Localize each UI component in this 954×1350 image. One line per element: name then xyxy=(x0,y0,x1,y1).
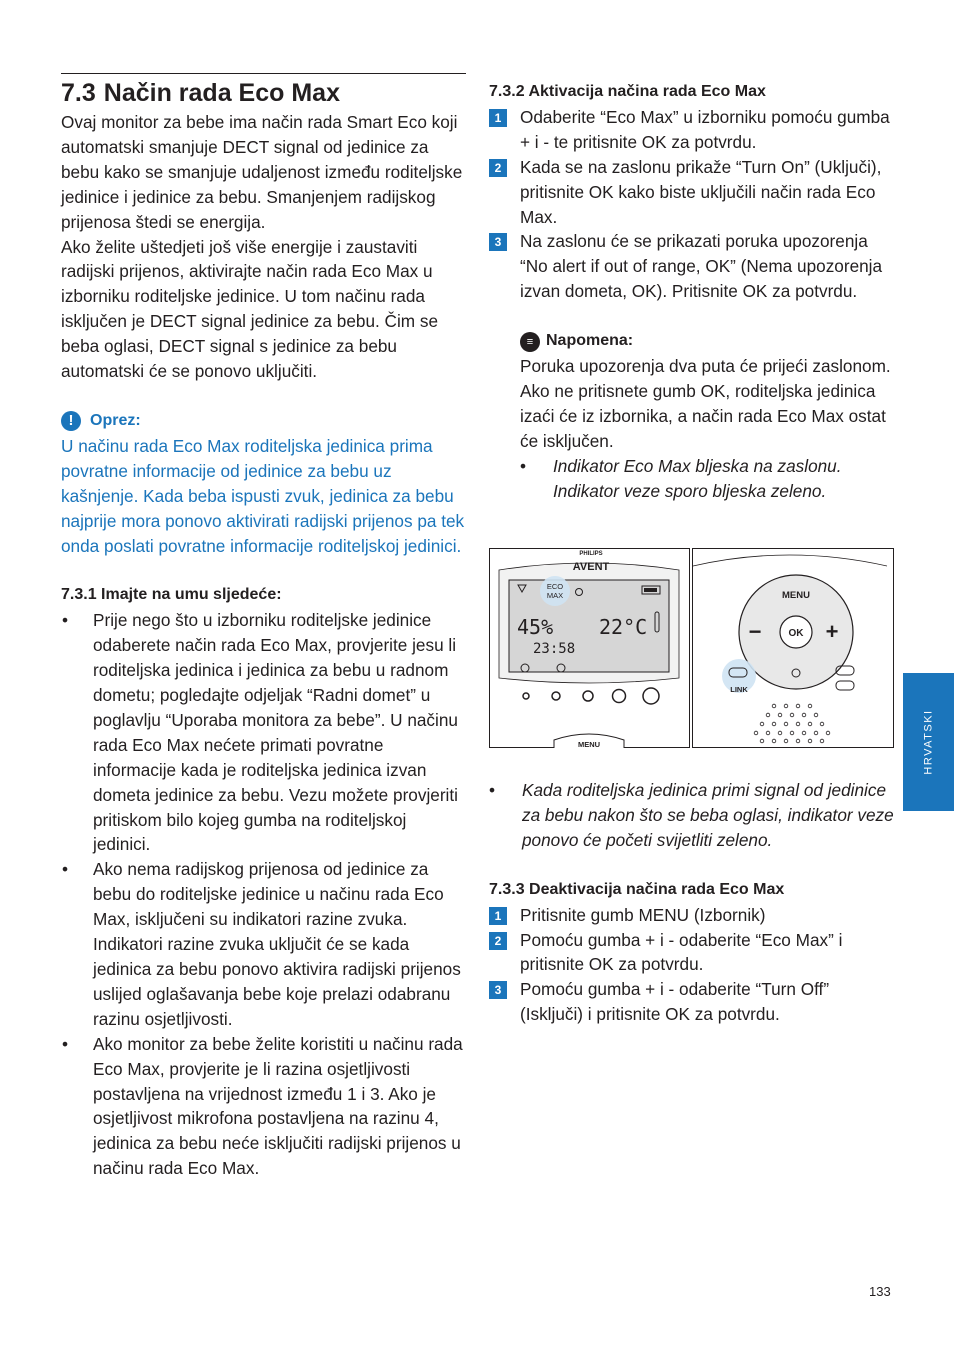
deactivation-steps xyxy=(489,903,895,1028)
intro-paragraph-2: Ako želite uštedjeti još više energije i zaustaviti radijski prijenos, aktivirajte način rada Eco Max u izborniku roditeljske jedinice. U tom načinu rada isključen je DECT signal jedinice za bebu. Čim se beba oglasi, DECT signal s jedinice za bebu automatski će se ponovo uključiti. xyxy=(61,236,439,382)
ok-button: OK xyxy=(788,628,804,639)
step-text: Na zaslonu će se prikazati poruka upozorenja “No alert if out of range, OK” (Nema upozorenja izvan dometa, OK). Pritisnite OK za potvrdu. xyxy=(520,231,883,302)
section-title-text: Način rada Eco Max xyxy=(103,79,340,107)
step-number-badge: 1 xyxy=(489,907,507,925)
menu-button: MENU xyxy=(782,590,810,601)
considerations-list xyxy=(61,608,466,1181)
subsection-title-731: 7.3.1 Imajte na umu sljedeće: xyxy=(61,586,282,604)
section-title xyxy=(61,78,466,108)
step-item xyxy=(489,903,895,928)
caution-heading xyxy=(61,409,466,434)
right-column-lower xyxy=(489,778,895,1027)
list-item: • Prije nego što u izborniku roditeljske jedinice odaberete način rada Eco Max, provjerite jesu li roditeljska jedinica i jedinica za bebu u radnom dometu; pogledajte odjeljak “Radni domet” u poglavlju “Uporaba monitora za bebe”. U načinu rada Eco Max nećete primati povratne informacije kada je roditeljska jedinica izvan dometa jedinice za bebu. Vezu možete provjeriti pritiskom bilo kojeg gumba na roditeljskoj jedinici. xyxy=(61,608,466,857)
step-text: Pomoću gumba + i - odaberite “Turn Off” (Isključi) i pritisnite OK za potvrdu. xyxy=(520,979,830,1025)
step-text: Kada se na zaslonu prikaže “Turn On” (Uključi), pritisnite OK kako biste uključili način rada Eco Max. xyxy=(520,156,882,227)
language-tab xyxy=(903,673,954,811)
device-illustration xyxy=(489,548,894,748)
page-number: 133 xyxy=(869,1284,891,1299)
right-column xyxy=(489,80,895,504)
subsection-title-733: 7.3.3 Deaktivacija načina rada Eco Max xyxy=(489,880,785,898)
intro-paragraph-1: Ovaj monitor za bebe ima način rada Smart Eco koji automatski smanjuje DECT signal od jedinice za bebu kako se smanjuje udaljenost između roditeljske jedinice i jedinice za bebu. Smanjenjem radijskog prijenosa štedi se energija. xyxy=(61,112,463,232)
menu-tab-label: MENU xyxy=(577,740,601,748)
section-number: 7.3 xyxy=(61,79,96,107)
device-illustration-svg xyxy=(489,548,894,748)
step-item xyxy=(489,155,895,230)
lcd-humidity: 45% xyxy=(517,615,554,639)
note-bullets xyxy=(520,454,895,504)
step-number-badge: 2 xyxy=(489,932,507,950)
note-heading xyxy=(520,329,895,354)
note-text: Poruka upozorenja dva puta će prijeći zaslonom. Ako ne pritisnete gumb OK, roditeljska jedinica izaći će iz izbornika, a način rada Eco Max ostat će isključen. xyxy=(520,356,891,451)
step-number-badge: 2 xyxy=(489,159,507,177)
note-label: Napomena: xyxy=(546,332,634,350)
brand-bottom: AVENT xyxy=(572,561,610,573)
after-figure-bullets xyxy=(489,778,895,853)
lcd-temperature: 22°C xyxy=(599,615,648,639)
step-item xyxy=(489,229,895,304)
step-text: Pomoću gumba + i - odaberite “Eco Max” i pritisnite OK za potvrdu. xyxy=(520,929,843,975)
list-item: • Ako monitor za bebe želite koristiti u načinu rada Eco Max, provjerite je li razina osjetljivosti postavljena na vrijednost između 1 i 3. Ako je osjetljivost mikrofona postavljena na razinu 4, jedinica za bebu neće isključiti radijski prijenos u načinu rada Eco Max. xyxy=(61,1032,466,1181)
plus-button: + xyxy=(825,619,839,644)
section-rule xyxy=(61,73,466,74)
caution-label: Oprez: xyxy=(90,411,141,429)
step-number-badge: 3 xyxy=(489,981,507,999)
left-column xyxy=(61,73,466,1181)
lcd-time: 23:58 xyxy=(533,641,576,657)
step-text: Pritisnite gumb MENU (Izbornik) xyxy=(520,904,766,925)
caution-icon: ! xyxy=(61,411,81,431)
activation-steps xyxy=(489,105,895,304)
list-item: • Indikator Eco Max bljeska na zaslonu. Indikator veze sporo bljeska zeleno. xyxy=(520,454,895,504)
battery-level-icon xyxy=(644,588,657,592)
step-number-badge: 3 xyxy=(489,233,507,251)
eco-label-bottom: MAX xyxy=(546,591,564,600)
step-item xyxy=(489,977,895,1027)
list-item: • Kada roditeljska jedinica primi signal od jedinice za bebu nakon što se beba oglasi, indikator veze ponovo će početi svijetliti zeleno. xyxy=(489,778,895,853)
link-label: LINK xyxy=(730,685,748,694)
language-tab-label: HRVATSKI xyxy=(922,709,935,775)
list-item: • Ako nema radijskog prijenosa od jedinice za bebu do roditeljske jedinice u načinu rada Eco Max, isključeni su indikatori razine zvuka. Indikatori razine zvuka uključit će se kada jedinica za bebu ponovo aktivira radijski prijenos uslijed oglašavanja bebe koje prelazi odabranu razinu osjetljivosti. xyxy=(61,857,466,1031)
step-text: Odaberite “Eco Max” u izborniku pomoću gumba + i - te pritisnite OK za potvrdu. xyxy=(520,106,890,152)
step-item xyxy=(489,928,895,978)
step-number-badge: 1 xyxy=(489,109,507,127)
note-icon: ≡ xyxy=(520,332,540,352)
caution-text: U načinu rada Eco Max roditeljska jedinica prima povratne informacije od jedinice za bebu uz kašnjenje. Kada beba ispusti zvuk, jedinica za bebu najprije mora ponovo aktivirati radijski prijenos pa tek onda poslati povratne informacije roditeljskoj jedinici. xyxy=(61,435,465,556)
eco-label-top: ECO xyxy=(546,582,564,591)
note-block xyxy=(489,329,895,503)
minus-button: − xyxy=(748,619,762,644)
subsection-title-732: 7.3.2 Aktivacija načina rada Eco Max xyxy=(489,83,766,100)
step-item xyxy=(489,105,895,155)
brand-top: PHILIPS xyxy=(579,551,603,557)
